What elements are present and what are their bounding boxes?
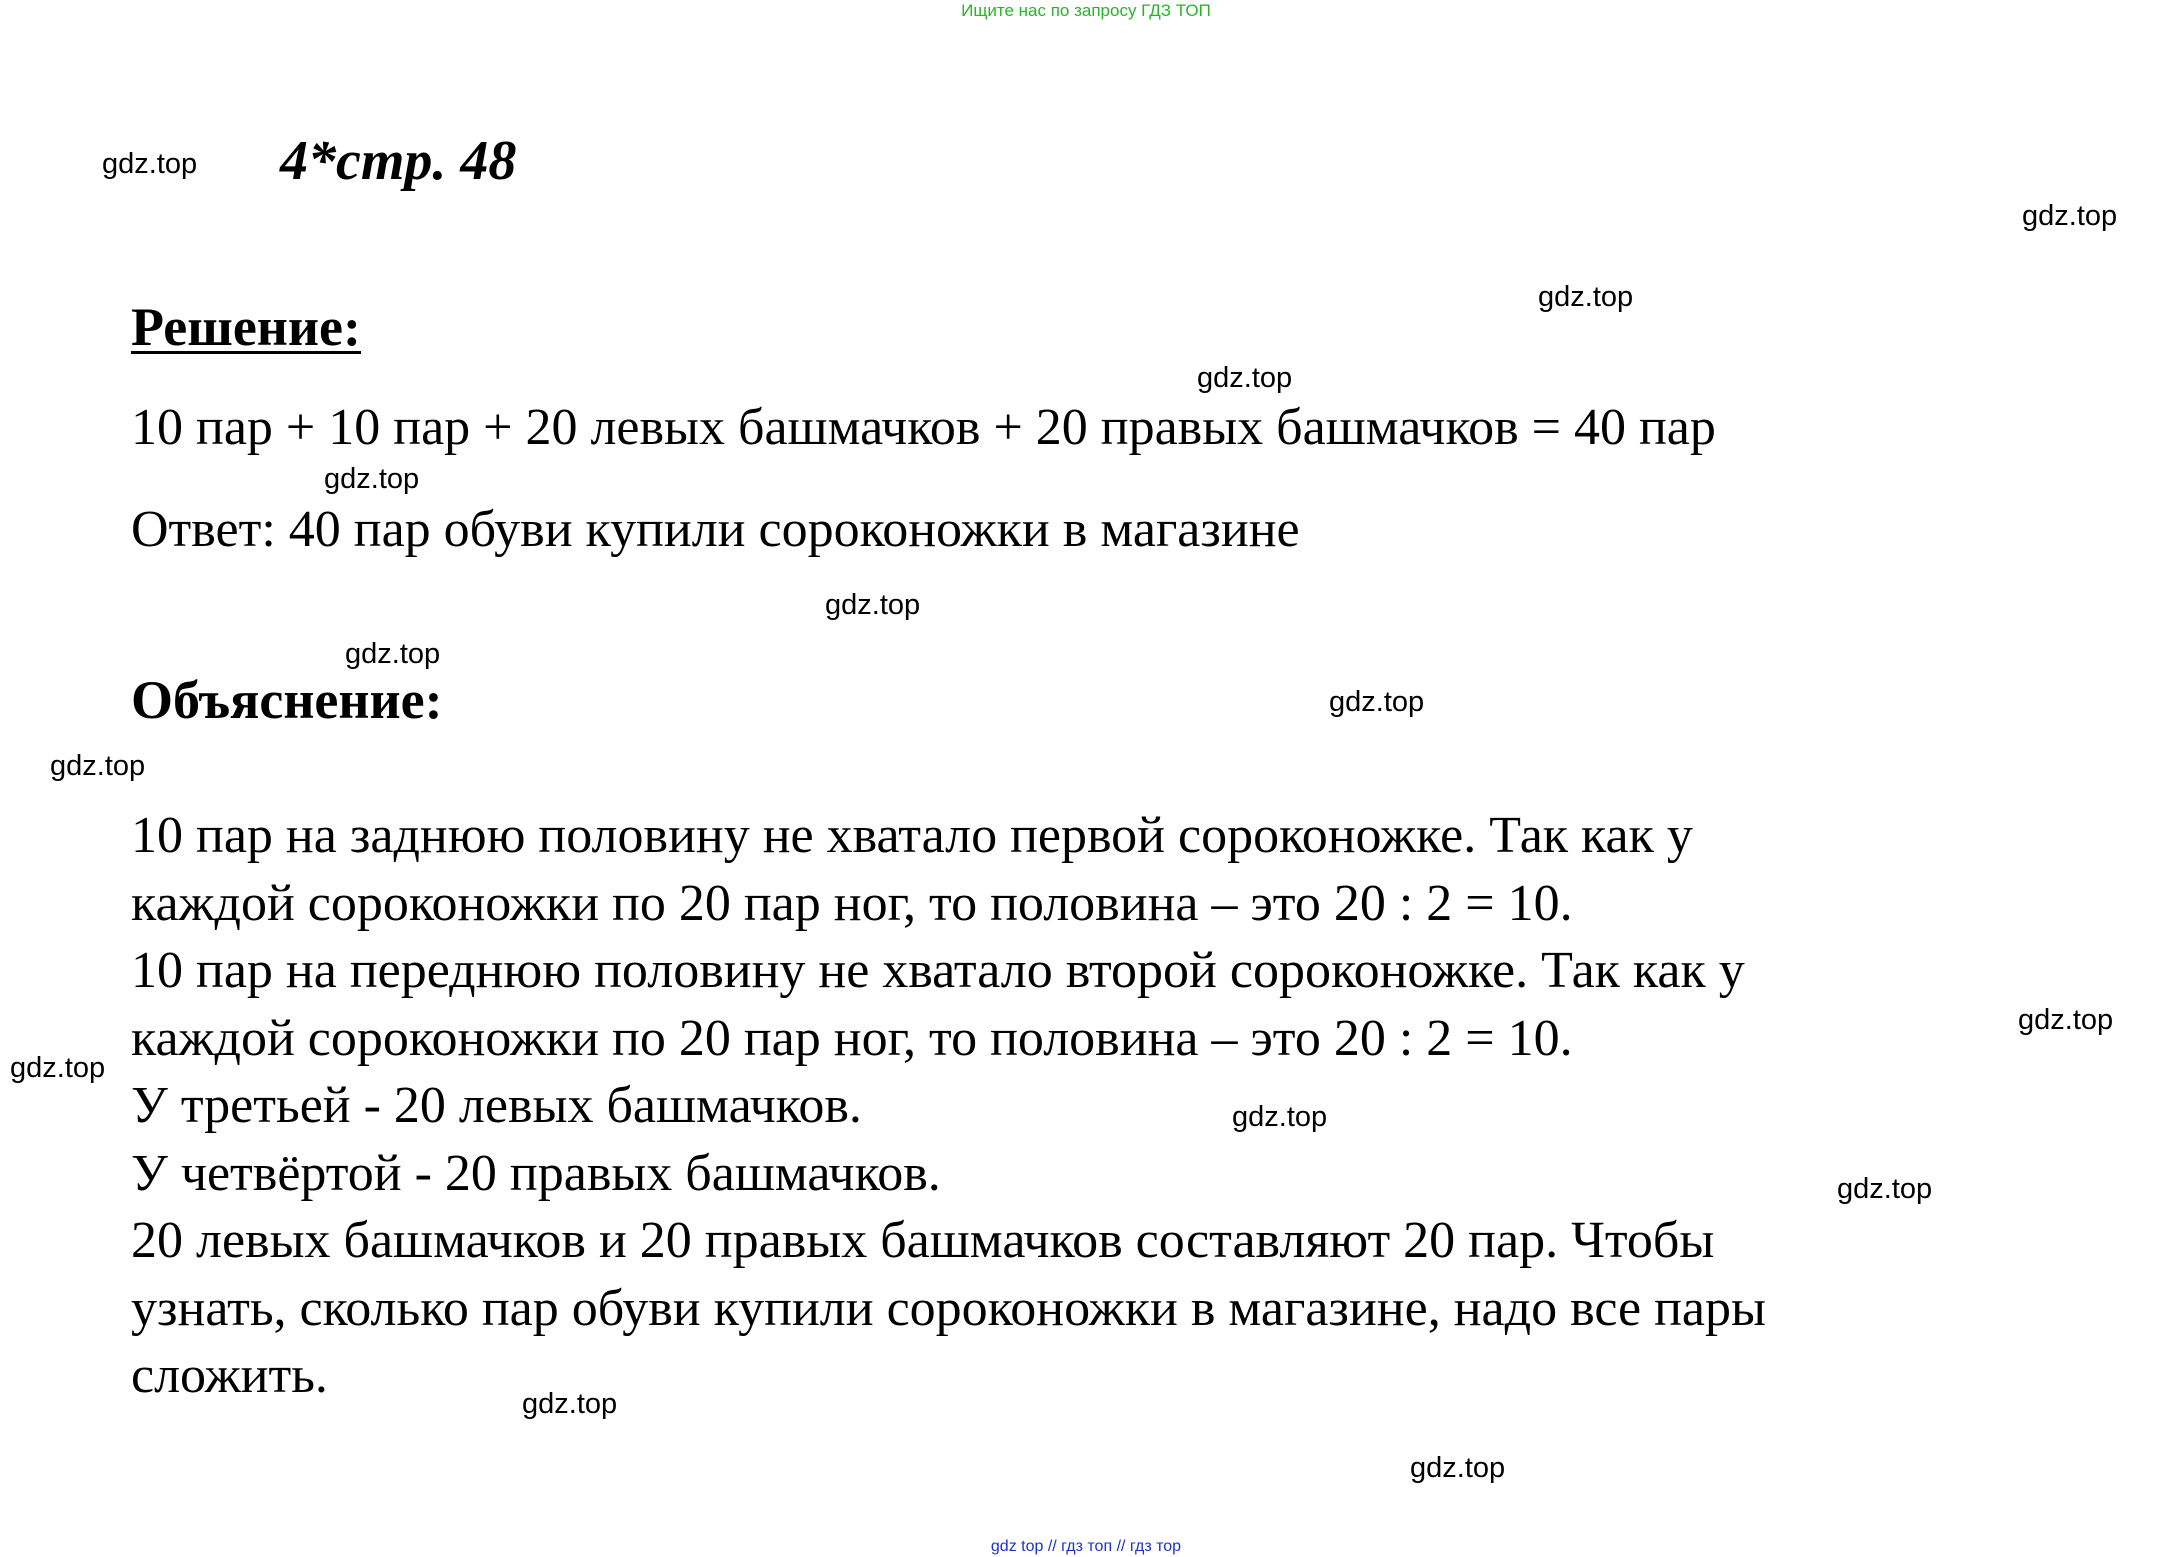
watermark: gdz.top xyxy=(1329,686,1425,718)
explanation-line: 20 левых башмачков и 20 правых башмачков составляют 20 пар. Чтобы xyxy=(131,1212,1715,1269)
watermark: gdz.top xyxy=(50,750,146,782)
task-title: 4*стр. 48 xyxy=(280,130,517,192)
explanation-line: сложить. xyxy=(131,1347,328,1404)
watermark: gdz.top xyxy=(1538,281,1634,313)
watermark: gdz.top xyxy=(324,463,420,495)
solution-answer: Ответ: 40 пар обуви купили сороконожки в магазине xyxy=(131,501,1300,558)
explanation-line: каждой сороконожки по 20 пар ног, то половина – это 20 : 2 = 10. xyxy=(131,1010,1573,1067)
watermark: gdz.top xyxy=(1232,1101,1328,1133)
top-banner: Ищите нас по запросу ГДЗ ТОП xyxy=(961,1,1211,20)
explanation-heading: Объяснение: xyxy=(131,670,443,730)
explanation-line: каждой сороконожки по 20 пар ног, то половина – это 20 : 2 = 10. xyxy=(131,875,1573,932)
solution-equation: 10 пар + 10 пар + 20 левых башмачков + 20 правых башмачков = 40 пар xyxy=(131,399,1716,456)
explanation-line: У четвёртой - 20 правых башмачков. xyxy=(131,1145,941,1202)
explanation-line: У третьей - 20 левых башмачков. xyxy=(131,1077,862,1134)
bottom-banner: gdz top // гдз топ // гдз тор xyxy=(990,1538,1182,1555)
watermark: gdz.top xyxy=(825,589,921,621)
watermark: gdz.top xyxy=(1837,1173,1933,1205)
watermark: gdz.top xyxy=(1197,362,1293,394)
watermark: gdz.top xyxy=(522,1388,618,1420)
solution-heading: Решение: xyxy=(131,297,361,357)
watermark: gdz.top xyxy=(102,148,198,180)
watermark: gdz.top xyxy=(345,638,441,670)
explanation-line: 10 пар на заднюю половину не хватало первой сороконожке. Так как у xyxy=(131,807,1693,864)
explanation-line: узнать, сколько пар обуви купили сороконожки в магазине, надо все пары xyxy=(131,1280,1766,1337)
watermark: gdz.top xyxy=(1410,1452,1506,1484)
explanation-line: 10 пар на переднюю половину не хватало второй сороконожке. Так как у xyxy=(131,942,1745,999)
watermark: gdz.top xyxy=(2022,200,2118,232)
watermark: gdz.top xyxy=(10,1052,106,1084)
watermark: gdz.top xyxy=(2018,1004,2114,1036)
